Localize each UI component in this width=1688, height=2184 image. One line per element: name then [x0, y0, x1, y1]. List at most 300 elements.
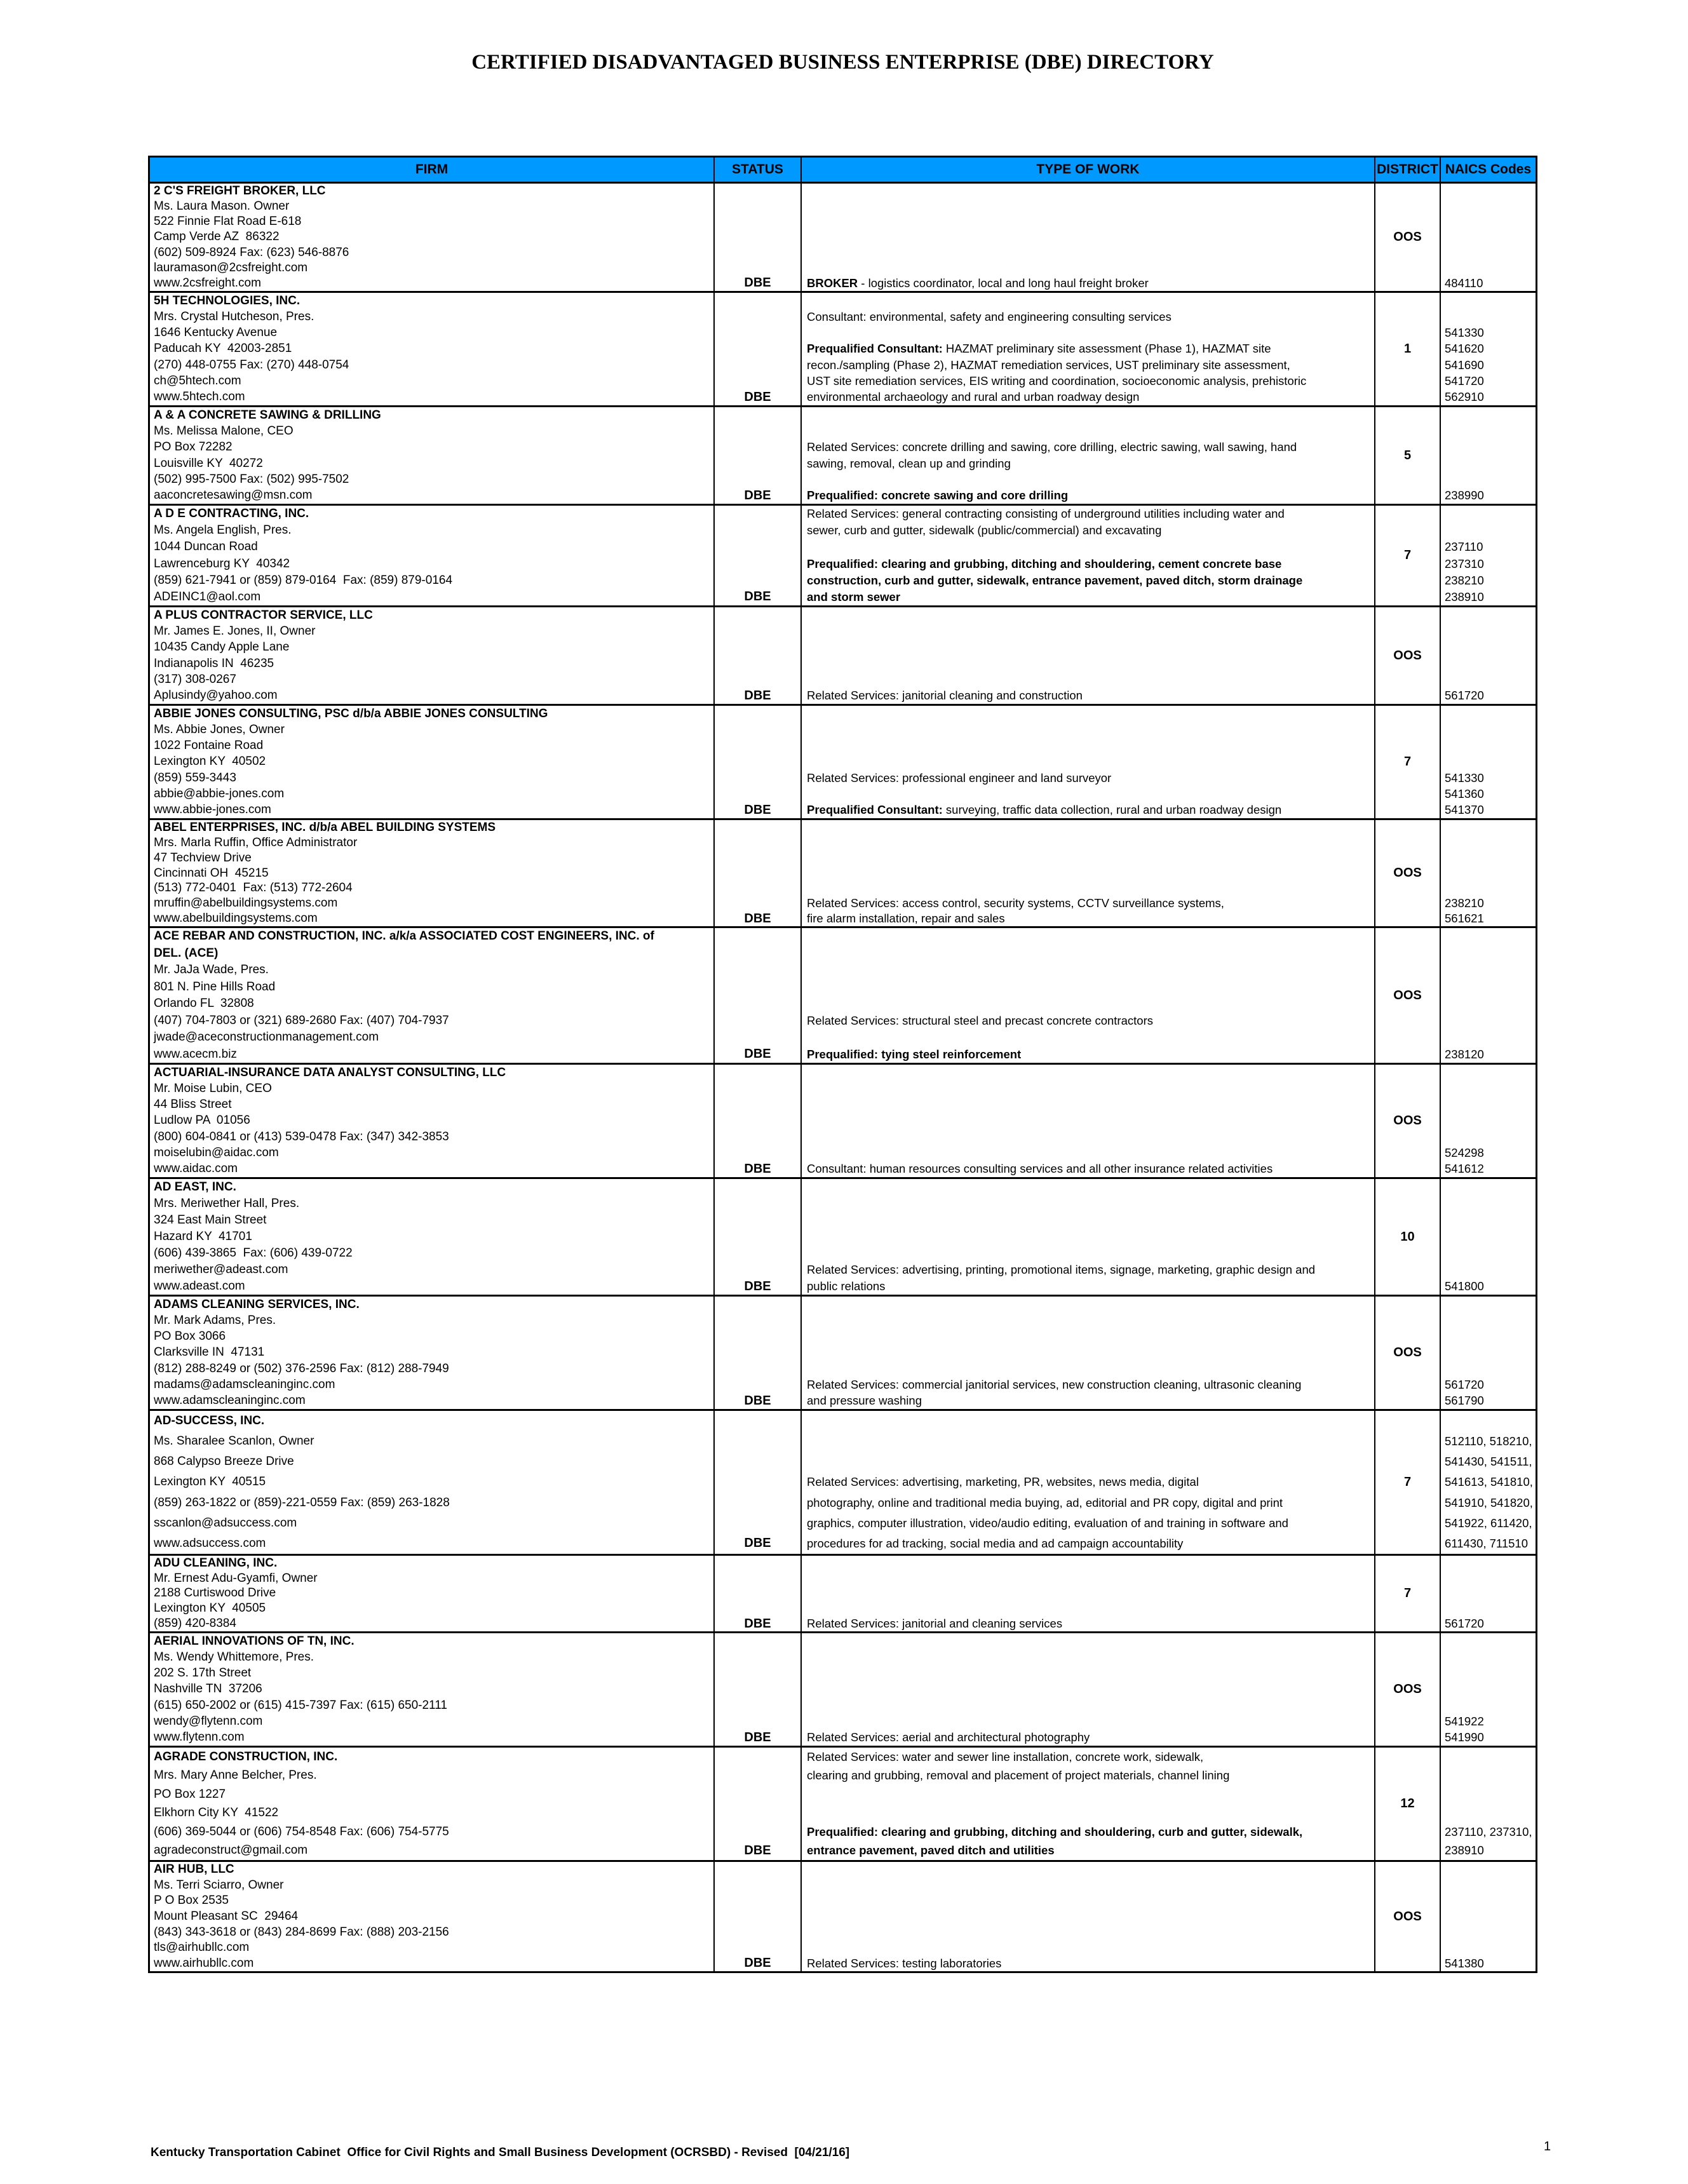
- directory-row: [150, 818, 1536, 926]
- firm-detail-line: Elkhorn City KY 41522: [154, 1806, 279, 1820]
- naics-code: [1445, 1179, 1536, 1196]
- naics-code: [1445, 522, 1536, 539]
- firm-cell: [150, 1748, 715, 1860]
- naics-code: 541612: [1445, 1162, 1484, 1176]
- naics-code: [1445, 455, 1536, 471]
- district-value: OOS: [1393, 988, 1422, 1002]
- work-line: [807, 962, 1374, 979]
- naics-code: [1445, 1878, 1536, 1894]
- status-badge: DBE: [744, 1161, 771, 1176]
- work-line: [807, 706, 1374, 722]
- work-line: [807, 1431, 1374, 1452]
- directory-row: [150, 504, 1536, 605]
- naics-code: 611430, 711510: [1445, 1536, 1528, 1550]
- firm-detail-line: Lawrenceburg KY 40342: [154, 556, 290, 570]
- firm-detail-line: Mrs. Crystal Hutcheson, Pres.: [154, 309, 314, 323]
- naics-code: [1445, 1345, 1536, 1361]
- type-of-work-cell: [802, 1179, 1375, 1295]
- column-header-status: STATUS: [715, 158, 802, 182]
- status-badge: DBE: [744, 911, 771, 926]
- district-value: OOS: [1393, 648, 1422, 663]
- type-of-work-cell: [802, 1411, 1375, 1554]
- firm-detail-line: 1044 Duncan Road: [154, 540, 258, 554]
- directory-row: [150, 926, 1536, 1063]
- work-line: Related Services: aerial and architectural photography: [807, 1730, 1090, 1744]
- work-line: [807, 1556, 1374, 1571]
- work-line: public relations: [807, 1279, 886, 1293]
- naics-code: 541330: [1445, 771, 1484, 785]
- firm-detail-line: Ludlow PA 01056: [154, 1114, 250, 1128]
- directory-row: [150, 1295, 1536, 1409]
- firm-cell: [150, 1556, 715, 1631]
- naics-cell: [1441, 1179, 1536, 1295]
- firm-name: A & A CONCRETE SAWING & DRILLING: [154, 408, 381, 422]
- work-line: [807, 1361, 1374, 1377]
- work-line: [807, 184, 1374, 199]
- firm-detail-line: (270) 448-0755 Fax: (270) 448-0754: [154, 358, 349, 372]
- column-header-district: DISTRICT: [1375, 158, 1441, 182]
- firm-detail-line: 44 Bliss Street: [154, 1098, 232, 1112]
- firm-detail-line: Lexington KY 40502: [154, 755, 266, 769]
- naics-cell: [1441, 1411, 1536, 1554]
- district-cell: [1375, 607, 1441, 704]
- naics-code: 238210: [1445, 896, 1484, 910]
- naics-cell: [1441, 184, 1536, 291]
- naics-code: [1445, 1129, 1536, 1145]
- firm-name: 2 C'S FREIGHT BROKER, LLC: [154, 184, 326, 198]
- firm-name: A PLUS CONTRACTOR SERVICE, LLC: [154, 608, 373, 622]
- work-line: [807, 1893, 1374, 1909]
- naics-code: [1445, 1893, 1536, 1909]
- firm-detail-line: 868 Calypso Breeze Drive: [154, 1455, 294, 1469]
- work-line: [807, 1229, 1374, 1245]
- firm-detail-line: tls@airhubllc.com: [154, 1941, 250, 1955]
- page-number: 1: [1544, 2140, 1551, 2154]
- district-value: 7: [1403, 548, 1412, 562]
- firm-name: AIR HUB, LLC: [154, 1863, 234, 1877]
- firm-cell: [150, 928, 715, 1063]
- district-value: 5: [1403, 448, 1412, 462]
- work-line: BROKER - logistics coordinator, local and long haul freight broker: [807, 276, 1149, 290]
- table-body: [150, 182, 1536, 1971]
- firm-detail-line: abbie@abbie-jones.com: [154, 787, 285, 801]
- firm-detail-line: www.5htech.com: [154, 390, 245, 404]
- naics-cell: [1441, 293, 1536, 405]
- naics-code: [1445, 866, 1536, 881]
- status-badge: DBE: [744, 1047, 771, 1062]
- status-cell: [715, 820, 802, 926]
- naics-code: [1445, 1586, 1536, 1601]
- firm-detail-line: Mr. JaJa Wade, Pres.: [154, 963, 269, 977]
- work-line: [807, 640, 1374, 656]
- work-line: [807, 1297, 1374, 1312]
- naics-code: [1445, 1571, 1536, 1586]
- work-line: UST site remediation services, EIS writing and coordination, socioeconomic analysis, prehistoric: [807, 374, 1307, 388]
- work-line: [807, 1452, 1374, 1472]
- firm-detail-line: www.abbie-jones.com: [154, 803, 271, 817]
- type-of-work-cell: [802, 820, 1375, 926]
- work-line: [807, 1145, 1374, 1161]
- work-line: [807, 866, 1374, 881]
- work-line: [807, 1097, 1374, 1113]
- naics-code: [1445, 471, 1536, 487]
- naics-code: 561720: [1445, 1378, 1484, 1392]
- firm-detail-line: ch@5htech.com: [154, 374, 241, 388]
- status-badge: DBE: [744, 802, 771, 817]
- naics-code: [1445, 1804, 1536, 1823]
- firm-cell: [150, 820, 715, 926]
- work-line: [807, 1804, 1374, 1823]
- naics-cell: [1441, 1297, 1536, 1409]
- work-line: [807, 945, 1374, 962]
- work-line: photography, online and traditional media buying, ad, editorial and PR copy, digital and print: [807, 1495, 1283, 1509]
- firm-detail-line: Paducah KY 42003-2851: [154, 342, 292, 356]
- naics-code: [1445, 1196, 1536, 1212]
- naics-code: [1445, 945, 1536, 962]
- work-line: Related Services: general contracting consisting of underground utilities including water and: [807, 507, 1285, 521]
- work-line: [807, 1029, 1374, 1046]
- naics-code: [1445, 1029, 1536, 1046]
- column-header-firm: FIRM: [150, 158, 715, 182]
- firm-detail-line: Lexington KY 40515: [154, 1475, 266, 1489]
- type-of-work-cell: [802, 607, 1375, 704]
- firm-detail-line: Cincinnati OH 45215: [154, 866, 269, 880]
- work-line: [807, 471, 1374, 487]
- district-value: 1: [1403, 342, 1412, 356]
- naics-code: [1445, 309, 1536, 325]
- naics-cell: [1441, 1748, 1536, 1860]
- work-line: Related Services: access control, security systems, CCTV surveillance systems,: [807, 896, 1224, 910]
- naics-code: [1445, 1097, 1536, 1113]
- work-line: [807, 656, 1374, 671]
- naics-code: [1445, 1785, 1536, 1804]
- firm-detail-line: Mount Pleasant SC 29464: [154, 1910, 299, 1924]
- naics-code: [1445, 1924, 1536, 1940]
- naics-code: [1445, 1329, 1536, 1345]
- status-cell: [715, 1633, 802, 1746]
- naics-code: 541910, 541820,: [1445, 1495, 1533, 1509]
- work-line: fire alarm installation, repair and sales: [807, 912, 1005, 926]
- district-value: OOS: [1393, 1345, 1422, 1359]
- district-value: OOS: [1393, 230, 1422, 244]
- work-line: and pressure washing: [807, 1394, 922, 1408]
- column-header-type-of-work: TYPE OF WORK: [802, 158, 1375, 182]
- work-line: Related Services: janitorial cleaning and construction: [807, 689, 1083, 703]
- work-line: [807, 1196, 1374, 1212]
- naics-code: [1445, 995, 1536, 1013]
- firm-detail-line: aaconcretesawing@msn.com: [154, 489, 313, 502]
- district-cell: [1375, 1297, 1441, 1409]
- naics-code: 238210: [1445, 573, 1484, 587]
- status-badge: DBE: [744, 1843, 771, 1857]
- district-cell: [1375, 1065, 1441, 1177]
- firm-detail-line: (859) 559-3443: [154, 771, 236, 785]
- firm-detail-line: www.adsuccess.com: [154, 1536, 266, 1550]
- directory-row: [150, 1063, 1536, 1177]
- directory-row: [150, 291, 1536, 405]
- work-line: [807, 1633, 1374, 1649]
- type-of-work-cell: [802, 1862, 1375, 1971]
- district-value: 12: [1400, 1796, 1415, 1810]
- firm-detail-line: (606) 439-3865 Fax: (606) 439-0722: [154, 1246, 353, 1260]
- naics-code: [1445, 423, 1536, 439]
- status-badge: DBE: [744, 590, 771, 604]
- naics-code: [1445, 1212, 1536, 1229]
- naics-code: [1445, 1411, 1536, 1431]
- work-line: Prequalified Consultant: HAZMAT preliminary site assessment (Phase 1), HAZMAT site: [807, 342, 1271, 356]
- work-line: Consultant: human resources consulting services and all other insurance related activities: [807, 1162, 1273, 1176]
- work-line: environmental archaeology and rural and urban roadway design: [807, 390, 1140, 404]
- naics-code: 484110: [1445, 276, 1483, 290]
- district-value: 7: [1403, 1475, 1412, 1489]
- work-line: [807, 1212, 1374, 1229]
- naics-cell: [1441, 820, 1536, 926]
- directory-row: [150, 1409, 1536, 1554]
- status-cell: [715, 1556, 802, 1631]
- firm-detail-line: Ms. Abbie Jones, Owner: [154, 722, 285, 736]
- firm-name: AERIAL INNOVATIONS OF TN, INC.: [154, 1634, 354, 1648]
- firm-detail-line: lauramason@2csfreight.com: [154, 260, 308, 274]
- firm-detail-line: Mr. Mark Adams, Pres.: [154, 1313, 276, 1327]
- firm-detail-line: 202 S. 17th Street: [154, 1666, 252, 1680]
- work-line: [807, 1411, 1374, 1431]
- naics-cell: [1441, 506, 1536, 605]
- firm-detail-line: (606) 369-5044 or (606) 754-8548 Fax: (606) 754-5775: [154, 1824, 449, 1838]
- firm-detail-line: (800) 604-0841 or (413) 539-0478 Fax: (347) 342-3853: [154, 1129, 449, 1143]
- firm-name: ACTUARIAL-INSURANCE DATA ANALYST CONSULTING, LLC: [154, 1065, 506, 1079]
- directory-row: [150, 1177, 1536, 1295]
- firm-detail-line: 2188 Curtiswood Drive: [154, 1586, 276, 1600]
- district-cell: [1375, 1411, 1441, 1554]
- naics-code: [1445, 245, 1536, 260]
- work-line: [807, 1065, 1374, 1081]
- firm-detail-line: www.adamscleaninginc.com: [154, 1394, 306, 1408]
- work-line: Prequalified Consultant: surveying, traffic data collection, rural and urban roadway design: [807, 803, 1282, 817]
- firm-name: AD EAST, INC.: [154, 1180, 236, 1194]
- firm-cell: [150, 1179, 715, 1295]
- district-value: 10: [1400, 1229, 1415, 1244]
- firm-cell: [150, 706, 715, 818]
- firm-detail-line: (859) 621-7941 or (859) 879-0164 Fax: (859) 879-0164: [154, 573, 453, 587]
- firm-detail-line: (602) 509-8924 Fax: (623) 546-8876: [154, 245, 349, 259]
- firm-detail-line: Mrs. Meriwether Hall, Pres.: [154, 1197, 300, 1210]
- naics-code: [1445, 260, 1536, 276]
- naics-code: 562910: [1445, 390, 1484, 404]
- firm-cell: [150, 1411, 715, 1554]
- work-line: [807, 245, 1374, 260]
- column-header-naics-codes: NAICS Codes: [1441, 158, 1536, 182]
- status-cell: [715, 1297, 802, 1409]
- firm-detail-line: meriwether@adeast.com: [154, 1263, 288, 1276]
- naics-code: [1445, 1909, 1536, 1925]
- naics-cell: [1441, 407, 1536, 504]
- footer-note: Kentucky Transportation Cabinet Office for Civil Rights and Small Business Development (OCRSBD) - Revised [04/21/16]: [151, 2146, 850, 2159]
- status-cell: [715, 928, 802, 1063]
- district-value: OOS: [1393, 1682, 1422, 1696]
- naics-cell: [1441, 1633, 1536, 1746]
- firm-detail-line: Hazard KY 41701: [154, 1230, 252, 1243]
- work-line: [807, 1601, 1374, 1616]
- firm-detail-line: PO Box 72282: [154, 440, 233, 454]
- type-of-work-cell: [802, 1633, 1375, 1746]
- firm-detail-line: Mr. James E. Jones, II, Owner: [154, 624, 316, 638]
- firm-detail-line: Ms. Melissa Malone, CEO: [154, 424, 294, 438]
- naics-code: 541800: [1445, 1279, 1484, 1293]
- district-value: 7: [1403, 1586, 1412, 1600]
- work-line: [807, 1713, 1374, 1729]
- firm-detail-line: 10435 Candy Apple Lane: [154, 640, 290, 654]
- work-line: [807, 820, 1374, 835]
- naics-cell: [1441, 928, 1536, 1063]
- firm-detail-line: 522 Finnie Flat Road E-618: [154, 215, 302, 229]
- status-cell: [715, 407, 802, 504]
- directory-row: [150, 704, 1536, 818]
- work-line: sewer, curb and gutter, sidewalk (public/commercial) and excavating: [807, 523, 1162, 537]
- district-value: OOS: [1393, 1909, 1422, 1924]
- naics-code: [1445, 820, 1536, 835]
- firm-detail-line: Aplusindy@yahoo.com: [154, 689, 278, 703]
- firm-name: ACE REBAR AND CONSTRUCTION, INC. a/k/a ASSOCIATED COST ENGINEERS, INC. of: [154, 929, 654, 943]
- naics-code: 238990: [1445, 489, 1484, 502]
- work-line: [807, 325, 1374, 341]
- district-cell: [1375, 1179, 1441, 1295]
- firm-name: ADU CLEANING, INC.: [154, 1556, 278, 1570]
- firm-cell: [150, 184, 715, 291]
- firm-detail-line: 324 East Main Street: [154, 1213, 267, 1227]
- type-of-work-cell: [802, 184, 1375, 291]
- work-line: [807, 1785, 1374, 1804]
- work-line: [807, 423, 1374, 439]
- naics-code: 561621: [1445, 912, 1484, 926]
- district-cell: [1375, 928, 1441, 1063]
- naics-code: 541330: [1445, 326, 1484, 340]
- district-cell: [1375, 184, 1441, 291]
- firm-detail-line: madams@adamscleaninginc.com: [154, 1378, 335, 1392]
- district-cell: [1375, 1633, 1441, 1746]
- work-line: [807, 1081, 1374, 1096]
- firm-detail-line: www.2csfreight.com: [154, 276, 261, 290]
- status-cell: [715, 1862, 802, 1971]
- type-of-work-cell: [802, 1556, 1375, 1631]
- work-line: procedures for ad tracking, social media and ad campaign accountability: [807, 1536, 1184, 1550]
- firm-detail-line: (615) 650-2002 or (615) 415-7397 Fax: (615) 650-2111: [154, 1698, 447, 1712]
- naics-code: [1445, 851, 1536, 866]
- district-value: OOS: [1393, 866, 1422, 880]
- firm-detail-line: ADEINC1@aol.com: [154, 590, 261, 603]
- directory-row: [150, 605, 1536, 704]
- work-line: Related Services: water and sewer line installation, concrete work, sidewalk,: [807, 1749, 1204, 1763]
- firm-detail-line: Mr. Ernest Adu-Gyamfi, Owner: [154, 1571, 318, 1585]
- work-line: [807, 1682, 1374, 1697]
- naics-code: [1445, 656, 1536, 671]
- firm-cell: [150, 607, 715, 704]
- naics-code: 541370: [1445, 803, 1484, 817]
- type-of-work-cell: [802, 928, 1375, 1063]
- work-line: and storm sewer: [807, 590, 901, 603]
- naics-code: [1445, 835, 1536, 851]
- firm-detail-line: wendy@flytenn.com: [154, 1715, 263, 1729]
- status-cell: [715, 506, 802, 605]
- naics-code: 512110, 518210,: [1445, 1434, 1532, 1448]
- work-line: [807, 880, 1374, 896]
- firm-detail-line: Mrs. Marla Ruffin, Office Administrator: [154, 835, 358, 849]
- type-of-work-cell: [802, 293, 1375, 405]
- naics-code: [1445, 607, 1536, 623]
- firm-detail-line: moiselubin@aidac.com: [154, 1146, 279, 1160]
- district-cell: [1375, 820, 1441, 926]
- work-line: sawing, removal, clean up and grinding: [807, 456, 1011, 470]
- firm-detail-line: (407) 704-7803 or (321) 689-2680 Fax: (407) 704-7937: [154, 1013, 449, 1027]
- firm-detail-line: www.adeast.com: [154, 1279, 245, 1293]
- directory-row: [150, 1746, 1536, 1860]
- work-line: [807, 786, 1374, 802]
- naics-code: 541380: [1445, 1956, 1484, 1970]
- district-cell: [1375, 293, 1441, 405]
- firm-name: 5H TECHNOLOGIES, INC.: [154, 293, 300, 307]
- work-line: [807, 1113, 1374, 1129]
- work-line: Related Services: testing laboratories: [807, 1956, 1002, 1970]
- firm-detail-line: agradeconstruct@gmail.com: [154, 1844, 308, 1857]
- type-of-work-cell: [802, 506, 1375, 605]
- work-line: [807, 1129, 1374, 1145]
- work-line: recon./sampling (Phase 2), HAZMAT remediation services, UST preliminary site assessment,: [807, 358, 1290, 372]
- naics-code: [1445, 1682, 1536, 1697]
- naics-code: 238910: [1445, 1844, 1484, 1857]
- status-cell: [715, 706, 802, 818]
- work-line: [807, 260, 1374, 276]
- work-line: [807, 995, 1374, 1013]
- naics-code: 561720: [1445, 689, 1484, 703]
- work-line: [807, 722, 1374, 738]
- work-line: Related Services: janitorial and cleaning services: [807, 1617, 1063, 1631]
- naics-cell: [1441, 607, 1536, 704]
- status-badge: DBE: [744, 488, 771, 502]
- naics-code: 541430, 541511,: [1445, 1455, 1532, 1469]
- naics-code: [1445, 706, 1536, 722]
- naics-code: 541922, 611420,: [1445, 1516, 1532, 1530]
- firm-detail-line: Louisville KY 40272: [154, 456, 263, 470]
- naics-code: [1445, 1312, 1536, 1328]
- firm-cell: [150, 1633, 715, 1746]
- naics-code: [1445, 1556, 1536, 1571]
- work-line: Related Services: professional engineer and land surveyor: [807, 771, 1112, 785]
- work-line: [807, 1245, 1374, 1262]
- district-cell: [1375, 1862, 1441, 1971]
- directory-row: [150, 405, 1536, 504]
- firm-detail-line: (502) 995-7500 Fax: (502) 995-7502: [154, 472, 349, 486]
- naics-code: 238910: [1445, 590, 1484, 603]
- naics-code: [1445, 1113, 1536, 1129]
- table-header-row: [150, 158, 1536, 182]
- naics-code: [1445, 1081, 1536, 1096]
- work-line: [807, 1940, 1374, 1956]
- work-line: [807, 754, 1374, 770]
- firm-detail-line: Indianapolis IN 46235: [154, 656, 274, 670]
- naics-code: [1445, 1297, 1536, 1312]
- naics-code: [1445, 1229, 1536, 1245]
- work-line: [807, 851, 1374, 866]
- firm-detail-line: Ms. Wendy Whittemore, Pres.: [154, 1650, 314, 1664]
- work-line: construction, curb and gutter, sidewalk, entrance pavement, paved ditch, storm drainage: [807, 573, 1303, 587]
- status-badge: DBE: [744, 276, 771, 290]
- work-line: Related Services: concrete drilling and sawing, core drilling, electric sawing, wall sawing, hand: [807, 440, 1297, 454]
- work-line: [807, 1345, 1374, 1361]
- firm-cell: [150, 1297, 715, 1409]
- status-cell: [715, 1179, 802, 1295]
- firm-detail-line: (859) 263-1822 or (859)-221-0559 Fax: (859) 263-1828: [154, 1495, 450, 1509]
- district-cell: [1375, 407, 1441, 504]
- naics-code: 561790: [1445, 1394, 1484, 1408]
